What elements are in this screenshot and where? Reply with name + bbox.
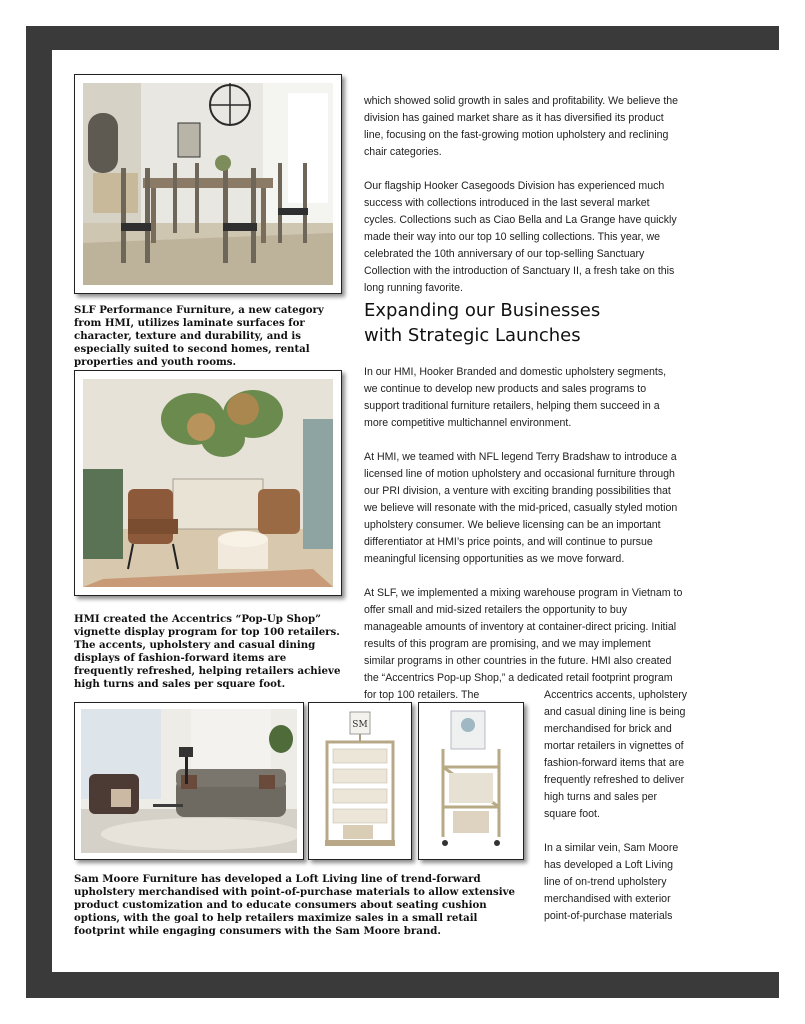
- article-paragraph-5-continued: Accentrics accents, upholstery and casual dining line is being merchandised for brick and mortar retailers in vignettes of fashion-forward items that are frequently refreshed to deliver high turns and sales per square foot.: [544, 689, 688, 820]
- caption-popup: HMI created the Accentrics “Pop-Up Shop” vignette display program for top 100 retailers. The accents, upholstery and casual dining displays of fashion-forward items are frequently refreshed, helping retailers achieve high turns and sales per square foot.: [74, 613, 341, 690]
- article-paragraph-5: At SLF, we implemented a mixing warehouse program in Vietnam to offer small and mid-sized retailers the opportunity to buy manageable amounts of inventory at container-direct pricing. Initial results of this program are promising, and we may implement similar programs in other countries in the future. HMI also created the “Accentrics Pop-up Shop,” a dedicated retail footprint program for top 100 retailers. The: [364, 587, 683, 701]
- article-paragraph-6: In a similar vein, Sam Moore has developed a Loft Living line of on-trend upholstery merchandised with exterior point-of-purchase materials: [544, 842, 679, 922]
- page-frame-left: [26, 26, 52, 998]
- display-sign-text: SM: [352, 720, 368, 730]
- article-paragraph-4: At HMI, we teamed with NFL legend Terry Bradshaw to introduce a licensed line of motion upholstery and occasional furniture through our PRI division, a venture with exciting branding possibilities that we believe will resonate with the mid-priced, casually styled motion upholstery consumer. We believe licensing can be an important differentiator at HMI’s price points, and will continue to pursue meaningful licensing opportunities as we move forward.: [364, 451, 678, 565]
- article-paragraph-3: In our HMI, Hooker Branded and domestic upholstery segments, we continue to develop new products and sales programs to support traditional furniture retailers, helping them succeed in a more competitive multichannel environment.: [364, 366, 667, 429]
- section-heading: [364, 298, 684, 348]
- caption-sam-moore: Sam Moore Furniture has developed a Loft Living line of trend-forward upholstery merchandised with point-of-purchase materials to allow extensive product customization and to educate consumers about seating cushion options, with the goal to help retailers maximize sales in a small retail footprint while engaging consumers with the Sam Moore brand.: [74, 873, 516, 937]
- article-paragraph-2: Our flagship Hooker Casegoods Division has experienced much success with collections introduced in the last several market cycles. Collections such as Ciao Bella and La Grange have quickly made their way into our top 10 selling collections. This year, we celebrated the 10th anniversary of our top-selling Sanctuary Collection with the introduction of Sanctuary II, a fresh take on this long running favorite.: [364, 180, 677, 294]
- photo-dining-room: [74, 74, 342, 294]
- photo-sam-moore-living-room: [74, 702, 304, 860]
- photo-display-rack-sm: [308, 702, 412, 860]
- article-paragraph-1: which showed solid growth in sales and profitability. We believe the division has gained market share as it has diversified its product line, focusing on the fast-growing motion upholstery and reclining chair categories.: [364, 95, 679, 158]
- page-frame-top: [26, 26, 779, 50]
- photo-display-cart: [418, 702, 524, 860]
- section-heading-line2: with Strategic Launches: [364, 325, 581, 346]
- section-heading-line1: Expanding our Businesses: [364, 300, 601, 321]
- photo-popup-shop: [74, 370, 342, 596]
- caption-dining: SLF Performance Furniture, a new category from HMI, utilizes laminate surfaces for character, texture and durability, and is especially suited to second homes, rental properties and youth rooms.: [74, 304, 324, 368]
- page-frame-bottom: [26, 972, 779, 998]
